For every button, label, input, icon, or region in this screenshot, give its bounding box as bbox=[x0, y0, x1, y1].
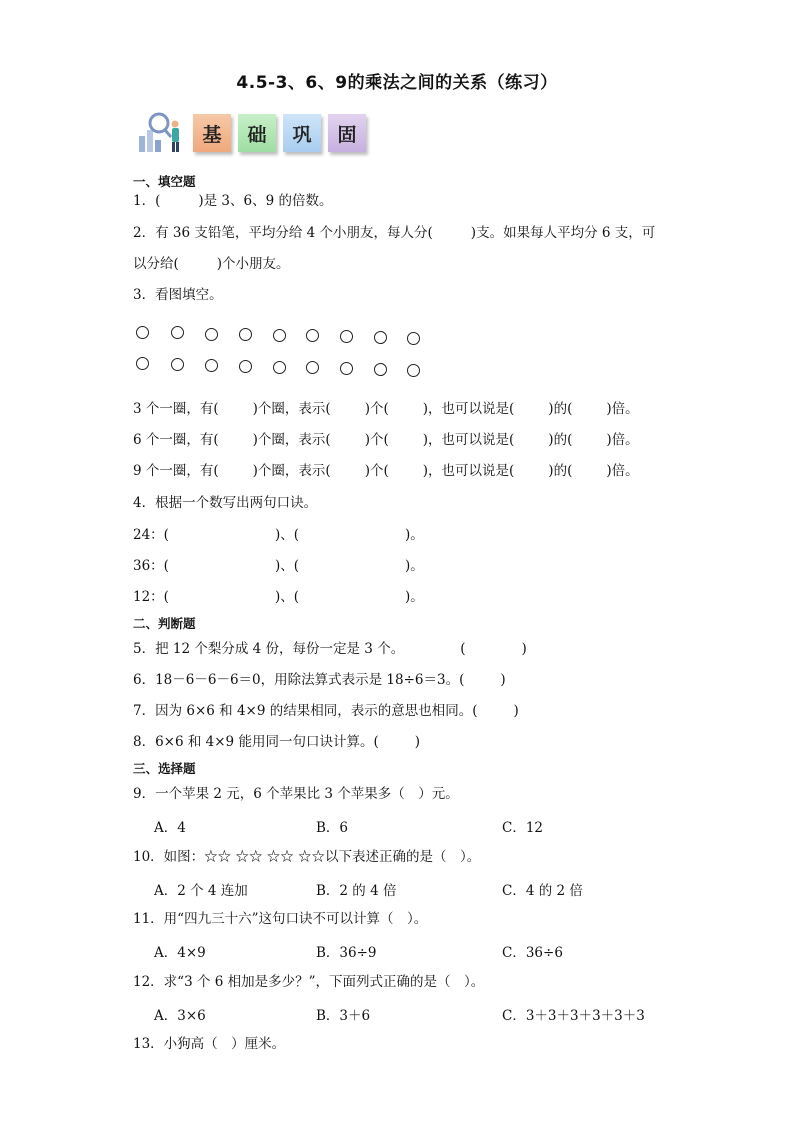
question-2-line-1: 2．有 36 支铅笔，平均分给 4 个小朋友，每人分( )支。如果每人平均分 6 支，可 bbox=[133, 225, 656, 241]
section-heading-fill: 一、填空题 bbox=[133, 174, 196, 189]
question-13: 13．小狗高（ ）厘米。 bbox=[133, 1036, 286, 1052]
question-4-row-36: 36：( )、( )。 bbox=[133, 558, 424, 574]
banner-block-gu: 固 bbox=[328, 114, 366, 152]
question-9: 9．一个苹果 2 元，6 个苹果比 3 个苹果多（ ）元。 bbox=[133, 786, 459, 802]
circle bbox=[171, 326, 184, 339]
section-banner bbox=[137, 110, 387, 156]
question-2-line-2: 以分给( )个小朋友。 bbox=[133, 256, 290, 272]
question-4: 4．根据一个数写出两句口诀。 bbox=[133, 495, 318, 511]
circle bbox=[407, 332, 420, 345]
q12-option-c: C．3＋3＋3＋3＋3＋3 bbox=[502, 1008, 645, 1024]
banner-block-gong: 巩 bbox=[283, 114, 321, 152]
q11-option-a: A．4×9 bbox=[154, 945, 206, 961]
section-heading-judge: 二、判断题 bbox=[133, 616, 196, 631]
q12-option-b: B．3＋6 bbox=[316, 1008, 371, 1024]
q9-option-a: A．4 bbox=[154, 820, 186, 836]
circle bbox=[306, 329, 319, 342]
q9-option-b: B．6 bbox=[316, 820, 349, 836]
question-5: 5．把 12 个梨分成 4 份，每份一定是 3 个。 ( ) bbox=[133, 641, 527, 657]
circle bbox=[239, 328, 252, 341]
circle bbox=[306, 361, 319, 374]
question-3-row-9: 9 个一圈，有( )个圈，表示( )个( )，也可以说是( )的( )倍。 bbox=[133, 463, 639, 479]
question-3-row-3: 3 个一圈，有( )个圈，表示( )个( )，也可以说是( )的( )倍。 bbox=[133, 401, 639, 417]
circle bbox=[239, 360, 252, 373]
circle bbox=[340, 362, 353, 375]
question-1: 1．( )是 3、6、9 的倍数。 bbox=[133, 193, 333, 209]
page-title: 4.5-3、6、9的乘法之间的关系（练习） bbox=[236, 73, 558, 93]
question-11: 11．用“四九三十六”这句口诀不可以计算（ ）。 bbox=[133, 911, 428, 927]
circle bbox=[340, 330, 353, 343]
q10-option-c: C．4 的 2 倍 bbox=[502, 883, 583, 899]
q10-option-a: A．2 个 4 连加 bbox=[154, 883, 248, 899]
banner-block-ji: 基 bbox=[193, 114, 231, 152]
circle bbox=[407, 364, 420, 377]
circle bbox=[374, 331, 387, 344]
question-7: 7．因为 6×6 和 4×9 的结果相同，表示的意思也相同。( ) bbox=[133, 703, 519, 719]
circle bbox=[136, 326, 149, 339]
circle bbox=[273, 329, 286, 342]
question-8: 8．6×6 和 4×9 能用同一句口诀计算。( ) bbox=[133, 734, 420, 750]
circle bbox=[205, 328, 218, 341]
q11-option-c: C．36÷6 bbox=[502, 945, 563, 961]
circle bbox=[136, 357, 149, 370]
q12-option-a: A．3×6 bbox=[154, 1008, 206, 1024]
question-3-row-6: 6 个一圈，有( )个圈，表示( )个( )，也可以说是( )的( )倍。 bbox=[133, 432, 639, 448]
q11-option-b: B．36÷9 bbox=[316, 945, 377, 961]
question-12: 12．求“3 个 6 相加是多少？”，下面列式正确的是（ ）。 bbox=[133, 974, 485, 990]
banner-block-chu: 础 bbox=[238, 114, 276, 152]
question-6: 6．18－6－6－6＝0，用除法算式表示是 18÷6＝3。( ) bbox=[133, 672, 506, 688]
question-3: 3．看图填空。 bbox=[133, 287, 223, 303]
q10-option-b: B．2 的 4 倍 bbox=[316, 883, 397, 899]
q9-option-c: C．12 bbox=[502, 820, 544, 836]
question-10: 10．如图：☆☆ ☆☆ ☆☆ ☆☆以下表述正确的是（ ）。 bbox=[133, 849, 481, 865]
circle bbox=[273, 361, 286, 374]
question-4-row-12: 12：( )、( )。 bbox=[133, 589, 424, 605]
circle bbox=[205, 359, 218, 372]
section-heading-choice: 三、选择题 bbox=[133, 761, 196, 776]
question-4-row-24: 24：( )、( )。 bbox=[133, 527, 424, 543]
magnifier-person-icon bbox=[137, 110, 187, 156]
circle bbox=[374, 363, 387, 376]
circle bbox=[171, 358, 184, 371]
